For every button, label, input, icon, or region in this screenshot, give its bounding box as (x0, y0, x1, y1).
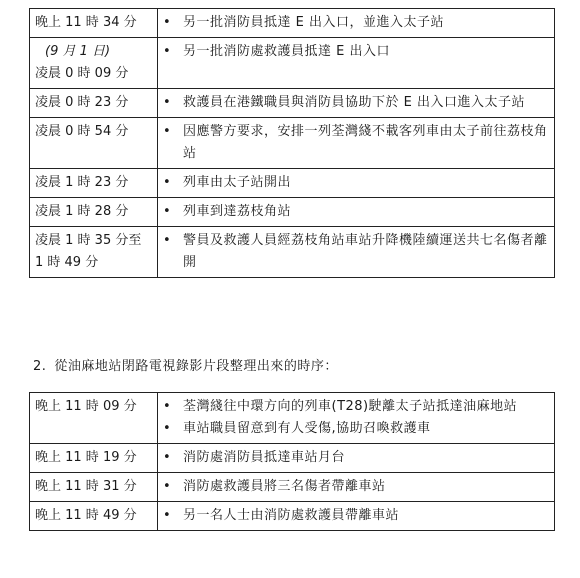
event-item (163, 230, 550, 274)
event-cell (158, 118, 555, 169)
time-label: 凌晨 1 時 35 分至 1 時 49 分 (35, 233, 142, 270)
event-item (163, 505, 550, 527)
event-item (163, 41, 550, 63)
time-label: 晚上 11 時 34 分 (35, 15, 137, 30)
event-item (163, 121, 550, 165)
event-item (163, 396, 550, 418)
event-text: 警員及救護人員經荔枝角站車站升降機陸續運送共七名傷者離開 (183, 233, 548, 270)
time-label: 凌晨 0 時 54 分 (35, 124, 129, 139)
time-label: 凌晨 1 時 23 分 (35, 175, 129, 190)
event-item (163, 476, 550, 498)
event-item (163, 12, 550, 34)
event-item (163, 447, 550, 469)
bullet-icon: • (163, 399, 171, 414)
section-heading (33, 355, 338, 374)
timeline-table-1 (29, 8, 555, 278)
time-cell (30, 502, 158, 531)
table-row (30, 502, 555, 531)
time-label: 凌晨 0 時 09 分 (35, 66, 129, 81)
event-item (163, 201, 550, 223)
time-label: 晚上 11 時 09 分 (35, 399, 137, 414)
table-row (30, 393, 555, 444)
table-row (30, 198, 555, 227)
date-label: (9 月 1 日) (45, 44, 111, 59)
bullet-icon: • (163, 233, 171, 248)
event-item (163, 172, 550, 194)
bullet-icon: • (163, 44, 171, 59)
bullet-icon: • (163, 204, 171, 219)
event-text: 荃灣綫往中環方向的列車(T28)駛離太子站抵達油麻地站 (183, 399, 518, 414)
time-label: 晚上 11 時 49 分 (35, 508, 137, 523)
time-label: 凌晨 1 時 28 分 (35, 204, 129, 219)
time-cell (30, 227, 158, 278)
table-row (30, 89, 555, 118)
bullet-icon: • (163, 124, 171, 139)
bullet-icon: • (163, 421, 171, 436)
event-cell (158, 444, 555, 473)
time-label: 晚上 11 時 31 分 (35, 479, 137, 494)
time-label: 凌晨 0 時 23 分 (35, 95, 129, 110)
timeline-table-2 (29, 392, 555, 531)
table-row (30, 227, 555, 278)
event-cell (158, 169, 555, 198)
time-cell (30, 473, 158, 502)
event-cell (158, 393, 555, 444)
table-row (30, 444, 555, 473)
event-cell (158, 38, 555, 89)
table-row (30, 9, 555, 38)
bullet-icon: • (163, 95, 171, 110)
bullet-icon: • (163, 479, 171, 494)
time-cell (30, 198, 158, 227)
table-row (30, 118, 555, 169)
event-text: 列車由太子站開出 (183, 175, 292, 190)
event-item (163, 418, 550, 440)
event-text: 車站職員留意到有人受傷,協助召喚救護車 (183, 421, 431, 436)
time-cell (30, 169, 158, 198)
table-row (30, 38, 555, 89)
event-item (163, 92, 550, 114)
event-text: 因應警方要求，安排一列荃灣綫不載客列車由太子前往荔枝角站 (183, 124, 548, 161)
time-cell (30, 9, 158, 38)
event-cell (158, 198, 555, 227)
event-cell (158, 9, 555, 38)
event-text: 另一批消防處救護員抵達 E 出入口 (183, 44, 390, 59)
table-row (30, 169, 555, 198)
event-cell (158, 89, 555, 118)
time-label: 晚上 11 時 19 分 (35, 450, 137, 465)
event-text: 另一名人士由消防處救護員帶離車站 (183, 508, 400, 523)
event-text: 列車到達荔枝角站 (183, 204, 292, 219)
bullet-icon: • (163, 175, 171, 190)
bullet-icon: • (163, 508, 171, 523)
event-text: 救護員在港鐵職員與消防員協助下於 E 出入口進入太子站 (183, 95, 525, 110)
time-cell (30, 38, 158, 89)
table-row (30, 473, 555, 502)
event-cell (158, 473, 555, 502)
event-cell (158, 227, 555, 278)
event-text: 消防處救護員將三名傷者帶離車站 (183, 479, 386, 494)
time-cell (30, 393, 158, 444)
event-cell (158, 502, 555, 531)
time-cell (30, 444, 158, 473)
section-title: 從油麻地站閉路電視錄影片段整理出來的時序： (54, 359, 338, 374)
bullet-icon: • (163, 15, 171, 30)
event-text: 另一批消防員抵達 E 出入口，並進入太子站 (183, 15, 444, 30)
section-number: 2. (33, 359, 47, 374)
bullet-icon: • (163, 450, 171, 465)
time-cell (30, 118, 158, 169)
time-cell (30, 89, 158, 118)
event-text: 消防處消防員抵達車站月台 (183, 450, 346, 465)
